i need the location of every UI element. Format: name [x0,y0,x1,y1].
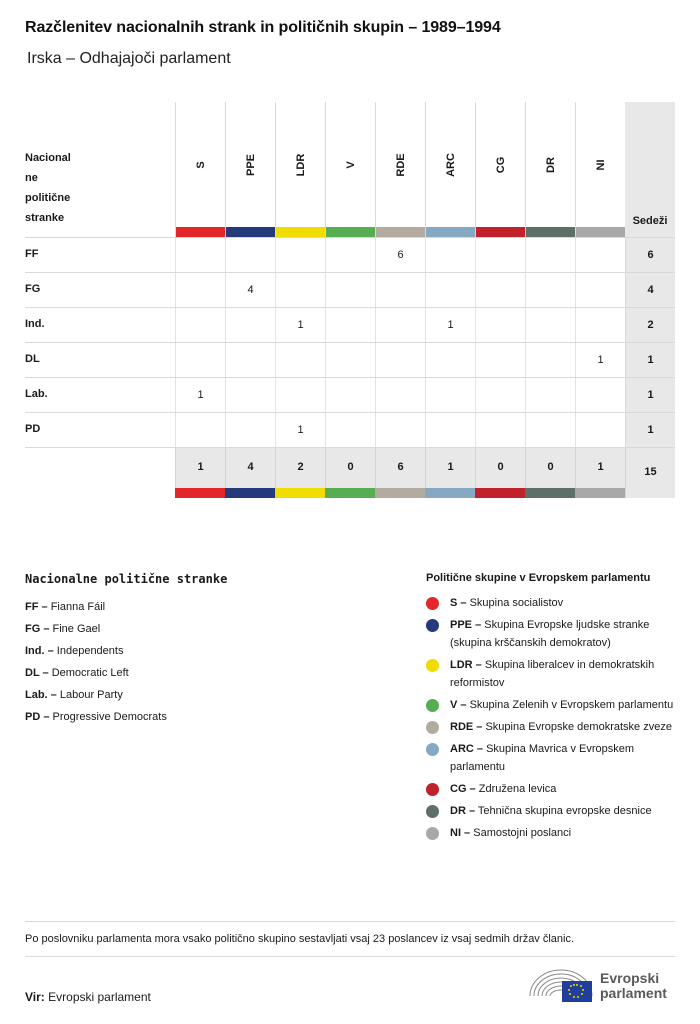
legend-item [426,616,680,652]
legend-abbr: DR – [450,805,476,817]
logo-line: parlament [600,985,667,1001]
table-cell [575,273,625,308]
european-parliament-logo [528,966,678,1004]
table-row [25,307,675,342]
legend-abbr: LDR – [450,659,482,671]
legend-abbr: DL – [25,667,49,679]
group-color-bar [326,227,375,237]
total-cell: 0 [525,448,575,488]
table-cell [575,413,625,448]
legend-name: Skupina liberalcev in demokratskih reformistov [450,659,655,689]
logo-line: Evropski [600,970,660,986]
group-code-label: PPE [244,154,257,177]
legend-abbr: ARC – [450,743,484,755]
group-code-label: DR [544,157,557,173]
legend-item [25,662,385,684]
group-code-label: RDE [394,153,407,177]
table-cell [425,273,475,308]
page-title: Razčlenitev nacionalnih strank in političnih skupin – 1989–1994 [25,19,501,36]
legend-name: Fine Gael [52,623,101,635]
group-column-arc [425,102,475,237]
table-cell [175,238,225,273]
legend-abbr: PD – [25,711,50,723]
legend-item [426,718,680,736]
color-dot-icon [426,783,439,796]
header-line: Nacional [25,152,71,164]
group-color-bar [226,227,275,237]
grand-total: 15 [625,448,675,498]
table-cell [525,378,575,413]
legend-name: Democratic Left [51,667,129,679]
total-cell: 6 [375,448,425,488]
legend-item [25,706,385,728]
group-color-bar [175,488,225,498]
legend-item [426,740,680,776]
table-cell [575,378,625,413]
table-cell [275,343,325,378]
group-color-bar [426,227,475,237]
color-dot-icon [426,659,439,672]
color-dot-icon [426,721,439,734]
table-cell [325,273,375,308]
table-cell [525,308,575,343]
group-column-dr [525,102,575,237]
group-color-bar [275,488,325,498]
seats-cell: 1 [625,378,675,413]
table-cell: 1 [575,343,625,378]
legend-abbr: FG – [25,623,50,635]
table-cell [225,308,275,343]
table-cell [425,413,475,448]
party-name: FF [25,248,39,260]
total-cell: 1 [175,448,225,488]
legend-name: Skupina Mavrica v Evropskem parlamentu [450,743,635,773]
legend-name: Skupina Zelenih v Evropskem parlamentu [469,699,674,711]
group-code-label: LDR [294,153,307,177]
legend-name: Independents [56,645,124,657]
table-cell [375,273,425,308]
table-cell [375,308,425,343]
totals-row [25,447,675,497]
group-color-bar [425,488,475,498]
legend-name: Skupina socialistov [469,597,564,609]
legend-item [426,696,680,714]
legend-abbr: Lab. – [25,689,57,701]
page-subtitle: Irska – Odhajajoči parlament [27,50,231,67]
group-code-label: S [194,161,207,169]
table-cell: 1 [275,413,325,448]
color-dot-icon [426,597,439,610]
group-column-ldr [275,102,325,237]
table-cell [325,413,375,448]
table-cell [475,238,525,273]
group-color-bar [376,227,425,237]
table-cell [175,343,225,378]
color-dot-icon [426,827,439,840]
party-name: PD [25,423,41,435]
legend-abbr: FF – [25,601,48,613]
legend-item [426,802,680,820]
table-cell [425,343,475,378]
table-cell [475,413,525,448]
color-dot-icon [426,699,439,712]
group-code-label: V [344,161,357,169]
table-cell [425,238,475,273]
legend-name: Fianna Fáil [50,601,106,613]
table-cell [475,378,525,413]
table-cell [525,343,575,378]
legend-abbr: NI – [450,827,471,839]
table-cell [225,238,275,273]
header-line: stranke [25,212,65,224]
legend-item [426,824,680,842]
total-cell: 0 [325,448,375,488]
color-dot-icon [426,743,439,756]
table-row [25,342,675,377]
color-dot-icon [426,805,439,818]
party-name: Lab. [25,388,48,400]
table-cell [275,238,325,273]
seats-cell: 1 [625,413,675,448]
table-cell [325,343,375,378]
group-code-label: ARC [444,153,457,177]
political-groups-legend [426,572,680,846]
table-row [25,412,675,447]
table-cell [375,413,425,448]
table-cell [225,343,275,378]
table-cell: 1 [425,308,475,343]
table-cell [375,378,425,413]
legend-name: Skupina Evropske ljudske stranke (skupina krščanskih demokratov) [450,619,650,649]
table-cell [175,308,225,343]
national-parties-header [25,148,95,228]
table-cell [525,273,575,308]
legend-abbr: PPE – [450,619,482,631]
table-row [25,377,675,412]
legend-item [426,656,680,692]
group-column-v [325,102,375,237]
legend-name: Tehnična skupina evropske desnice [477,805,652,817]
legend-name: Samostojni poslanci [473,827,572,839]
table-cell [325,238,375,273]
total-cell: 1 [575,448,625,488]
footnote: Po poslovniku parlamenta mora vsako politično skupino sestavljati vsaj 23 poslancev iz vsaj sedmih držav članic. [25,921,675,957]
table-body [25,237,675,447]
table-cell [175,273,225,308]
source-label: Vir: [25,990,45,1004]
legend-abbr: V – [450,699,467,711]
group-column-rde [375,102,425,237]
table-cell [475,273,525,308]
legend-name: Progressive Democrats [52,711,167,723]
party-name: Ind. [25,318,45,330]
legend-name: Labour Party [59,689,123,701]
group-color-bar [476,227,525,237]
table-cell [475,343,525,378]
legend-heading: Nacionalne politične stranke [25,572,228,586]
group-code-label: NI [594,159,607,171]
table-cell [275,378,325,413]
table-cell: 4 [225,273,275,308]
legend-item [25,596,385,618]
table-cell [225,378,275,413]
total-cell: 4 [225,448,275,488]
legend-abbr: S – [450,597,467,609]
seats-header [625,102,675,237]
table-row [25,272,675,307]
group-column-cg [475,102,525,237]
breakdown-table [25,102,675,497]
group-color-bar [525,488,575,498]
group-color-bar [576,227,625,237]
table-cell [425,378,475,413]
group-column-ni [575,102,625,237]
legend-name: Skupina Evropske demokratske zveze [485,721,672,733]
seats-cell: 6 [625,238,675,273]
legend-item [25,684,385,706]
total-cell: 2 [275,448,325,488]
source-value: Evropski parlament [48,990,151,1004]
group-column-ppe [225,102,275,237]
group-color-bar [526,227,575,237]
group-color-bar [575,488,625,498]
table-cell: 1 [275,308,325,343]
group-code-label: CG [494,156,507,174]
table-cell [325,378,375,413]
table-cell: 1 [175,378,225,413]
table-cell [525,238,575,273]
group-color-bar [276,227,325,237]
table-cell [325,308,375,343]
header-line: politične [25,192,71,204]
table-cell [525,413,575,448]
total-cell: 0 [475,448,525,488]
table-cell [575,238,625,273]
table-cell [275,273,325,308]
group-color-bar [176,227,225,237]
table-header [25,102,675,237]
legend-abbr: Ind. – [25,645,54,657]
header-line: ne [25,172,38,184]
group-column-s [175,102,225,237]
table-cell [475,308,525,343]
seats-cell: 2 [625,308,675,343]
total-cell: 1 [425,448,475,488]
legend-item [426,594,680,612]
legend-item [426,780,680,798]
legend-heading: Politične skupine v Evropskem parlamentu [426,572,651,584]
source-line [25,990,151,1004]
european-parliament-hemicycle-icon [528,966,594,1004]
seats-cell: 4 [625,273,675,308]
legend-name: Združena levica [478,783,557,795]
party-name: DL [25,353,40,365]
seats-header-label: Sedeži [632,215,668,227]
table-cell [375,343,425,378]
table-row [25,237,675,272]
legend-abbr: RDE – [450,721,483,733]
table-cell [575,308,625,343]
table-cell [225,413,275,448]
legend-item [25,640,385,662]
seats-cell: 1 [625,343,675,378]
group-color-bar [375,488,425,498]
party-name: FG [25,283,41,295]
legend-item [25,618,385,640]
national-parties-legend [25,572,385,728]
table-cell [175,413,225,448]
table-cell: 6 [375,238,425,273]
legend-abbr: CG – [450,783,476,795]
group-color-bar [475,488,525,498]
logo-text [600,971,667,1001]
group-color-bar [325,488,375,498]
group-color-bar [225,488,275,498]
color-dot-icon [426,619,439,632]
